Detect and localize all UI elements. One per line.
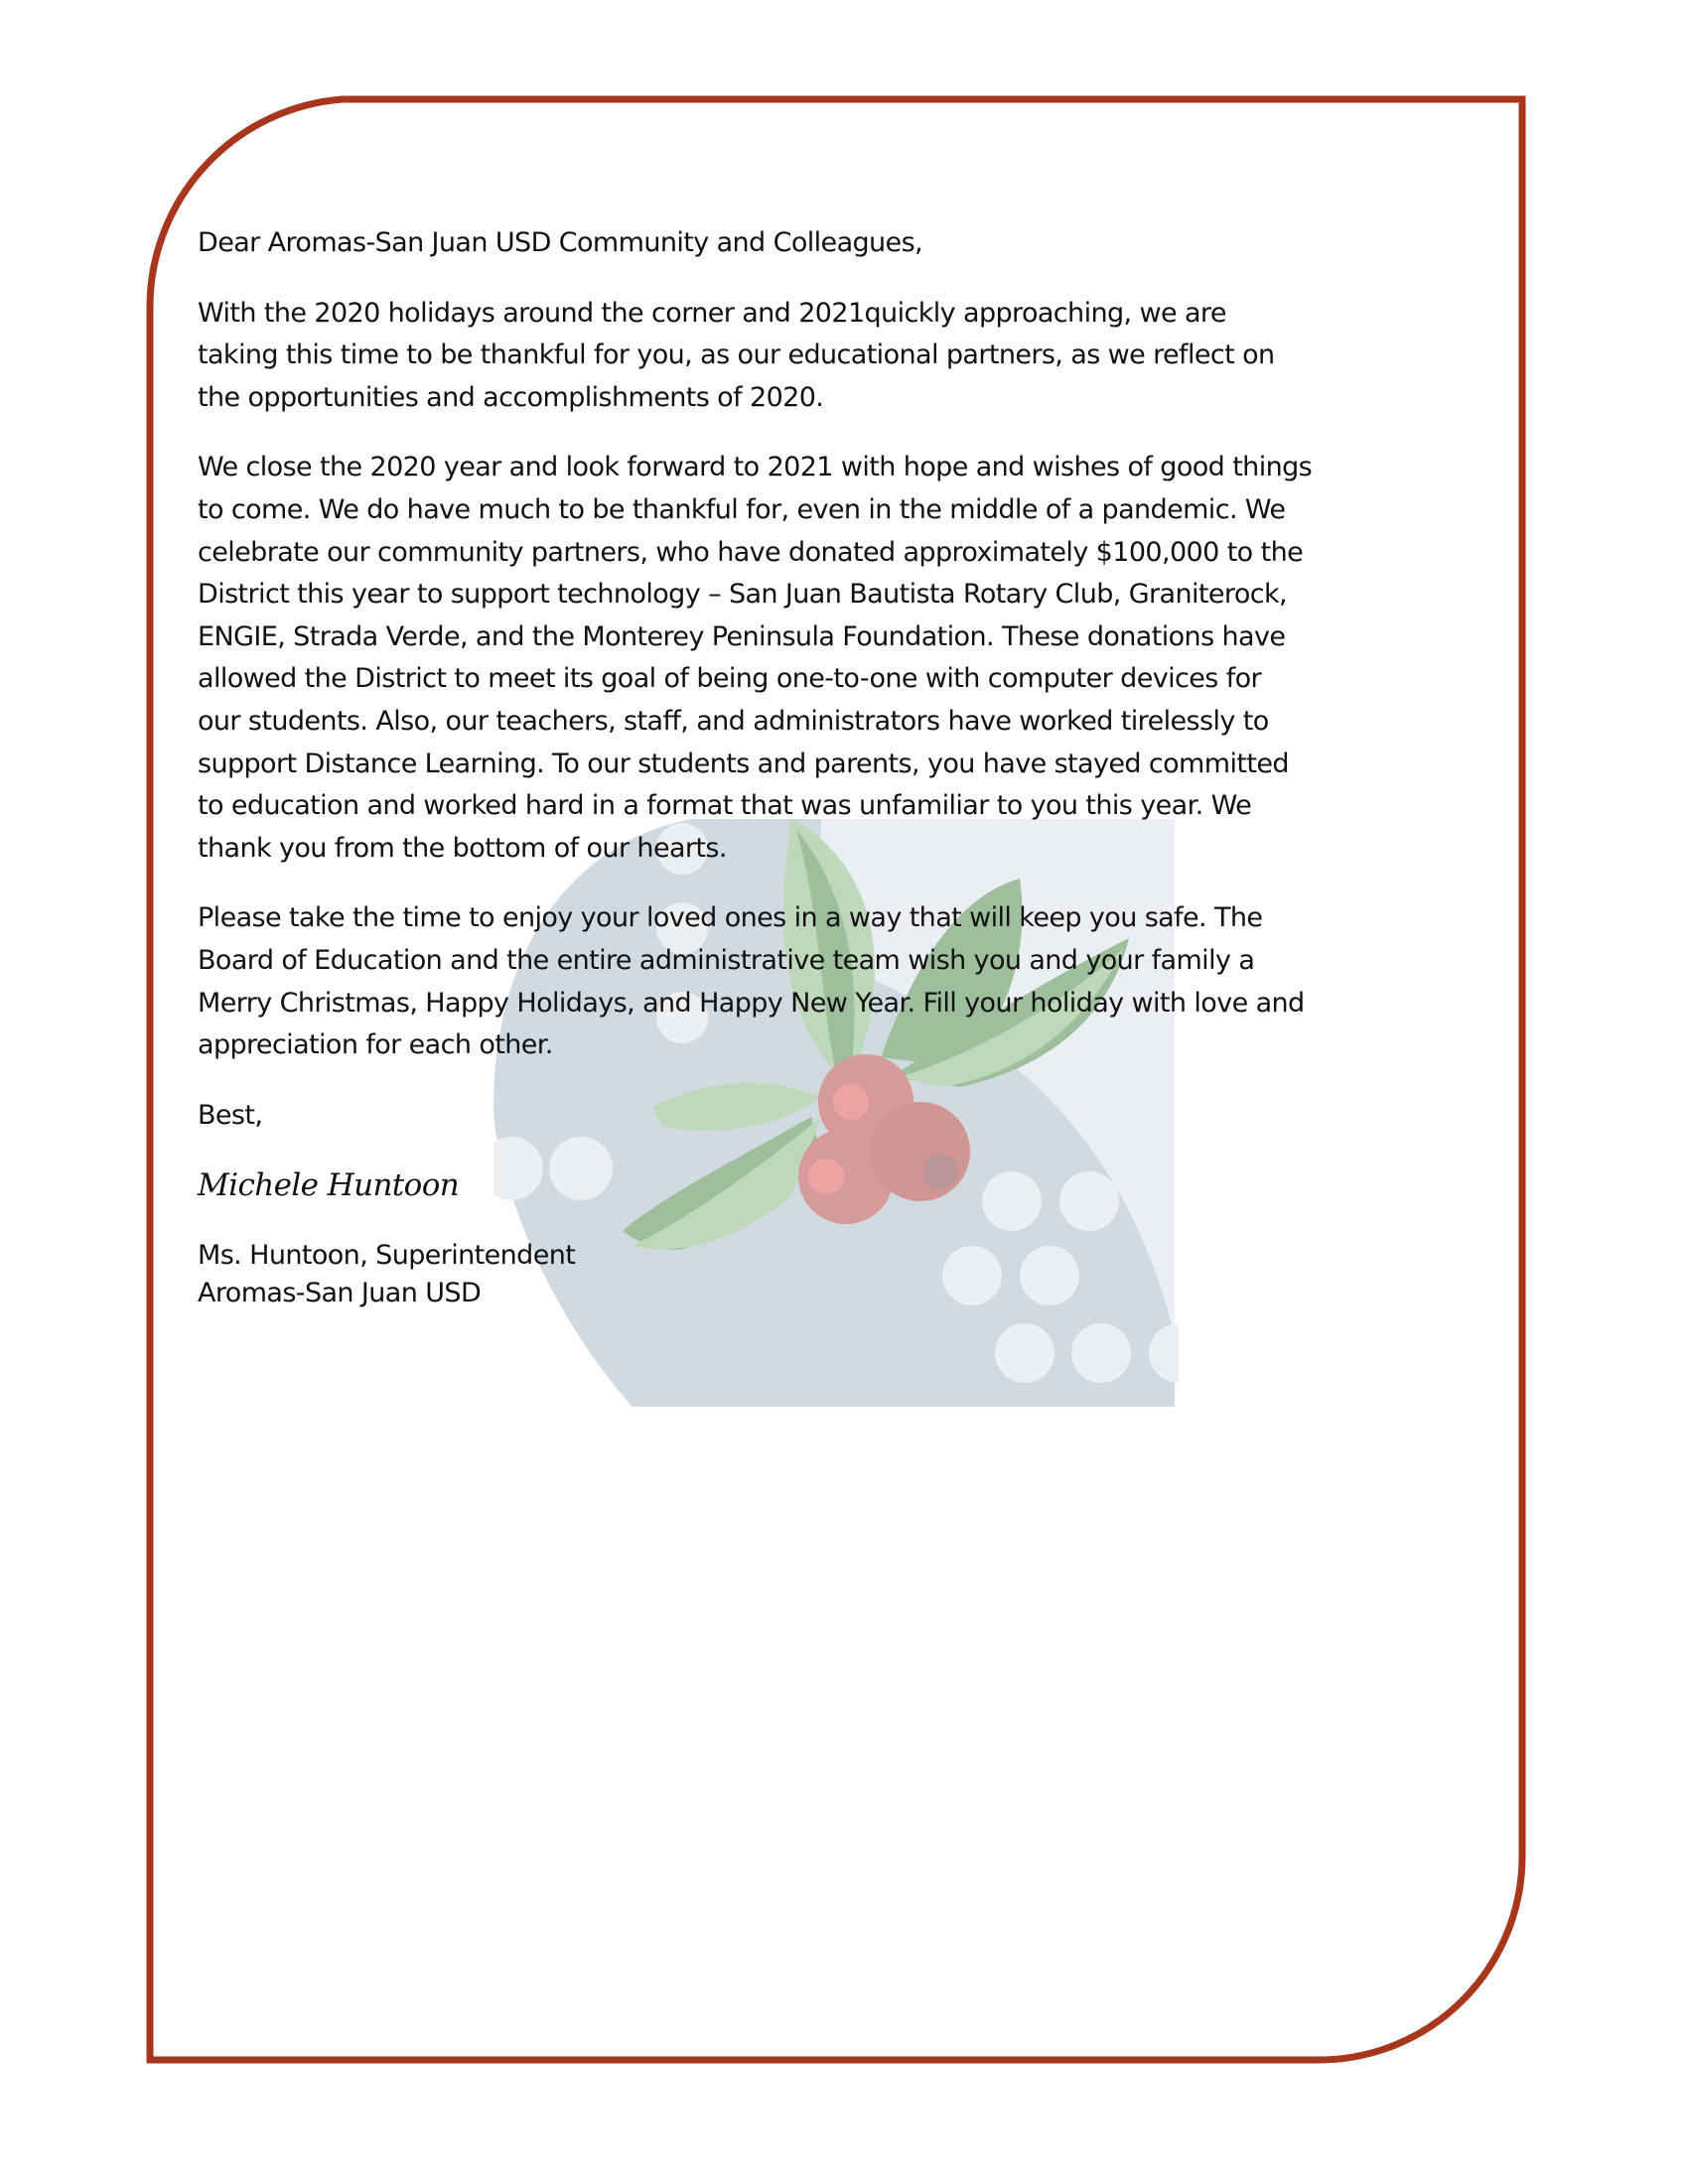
text-line: Please take the time to enjoy your loved ones in a way that will keep you safe. The <box>198 902 1263 934</box>
text-line: the opportunities and accomplishments of 2020. <box>198 381 824 413</box>
text-line: With the 2020 holidays around the corner and 2021quickly approaching, we are <box>198 297 1226 329</box>
text-line: our students. Also, our teachers, staff, and administrators have worked tirelessly to <box>198 705 1269 737</box>
text-line: Board of Education and the entire administrative team wish you and your family a <box>198 944 1255 976</box>
text-line: to come. We do have much to be thankful for, even in the middle of a pandemic. We <box>198 493 1286 525</box>
signer-title: Ms. Huntoon, Superintendent <box>198 1239 576 1271</box>
text-line: District this year to support technology – San Juan Bautista Rotary Club, Graniterock, <box>198 579 1287 611</box>
text-line: taking this time to be thankful for you, as our educational partners, as we reflect on <box>198 340 1275 371</box>
text-line: appreciation for each other. <box>198 1029 553 1061</box>
text-line: We close the 2020 year and look forward to 2021 with hope and wishes of good things <box>198 452 1313 483</box>
text-line: thank you from the bottom of our hearts. <box>198 832 727 864</box>
text-line: support Distance Learning. To our students and parents, you have stayed committed <box>198 748 1289 779</box>
paragraph-3 <box>198 897 1312 1066</box>
text-line: ENGIE, Strada Verde, and the Monterey Peninsula Foundation. These donations have <box>198 620 1286 652</box>
text-line: to education and worked hard in a format that was unfamiliar to you this year. We <box>198 790 1252 822</box>
signature: Michele Huntoon <box>198 1167 460 1204</box>
letter-body <box>198 222 1312 1340</box>
signer-org: Aromas-San Juan USD <box>198 1277 482 1308</box>
paragraph-1 <box>198 293 1312 420</box>
paragraph-2 <box>198 447 1312 870</box>
text-line: Merry Christmas, Happy Holidays, and Happy New Year. Fill your holiday with love and <box>198 987 1305 1019</box>
text-line: allowed the District to meet its goal of being one-to-one with computer devices for <box>198 663 1262 695</box>
closing: Best, <box>198 1099 263 1131</box>
signer-block <box>198 1237 1312 1312</box>
salutation: Dear Aromas-San Juan USD Community and Colleagues, <box>198 227 923 258</box>
text-line: celebrate our community partners, who have donated approximately $100,000 to the <box>198 536 1304 568</box>
